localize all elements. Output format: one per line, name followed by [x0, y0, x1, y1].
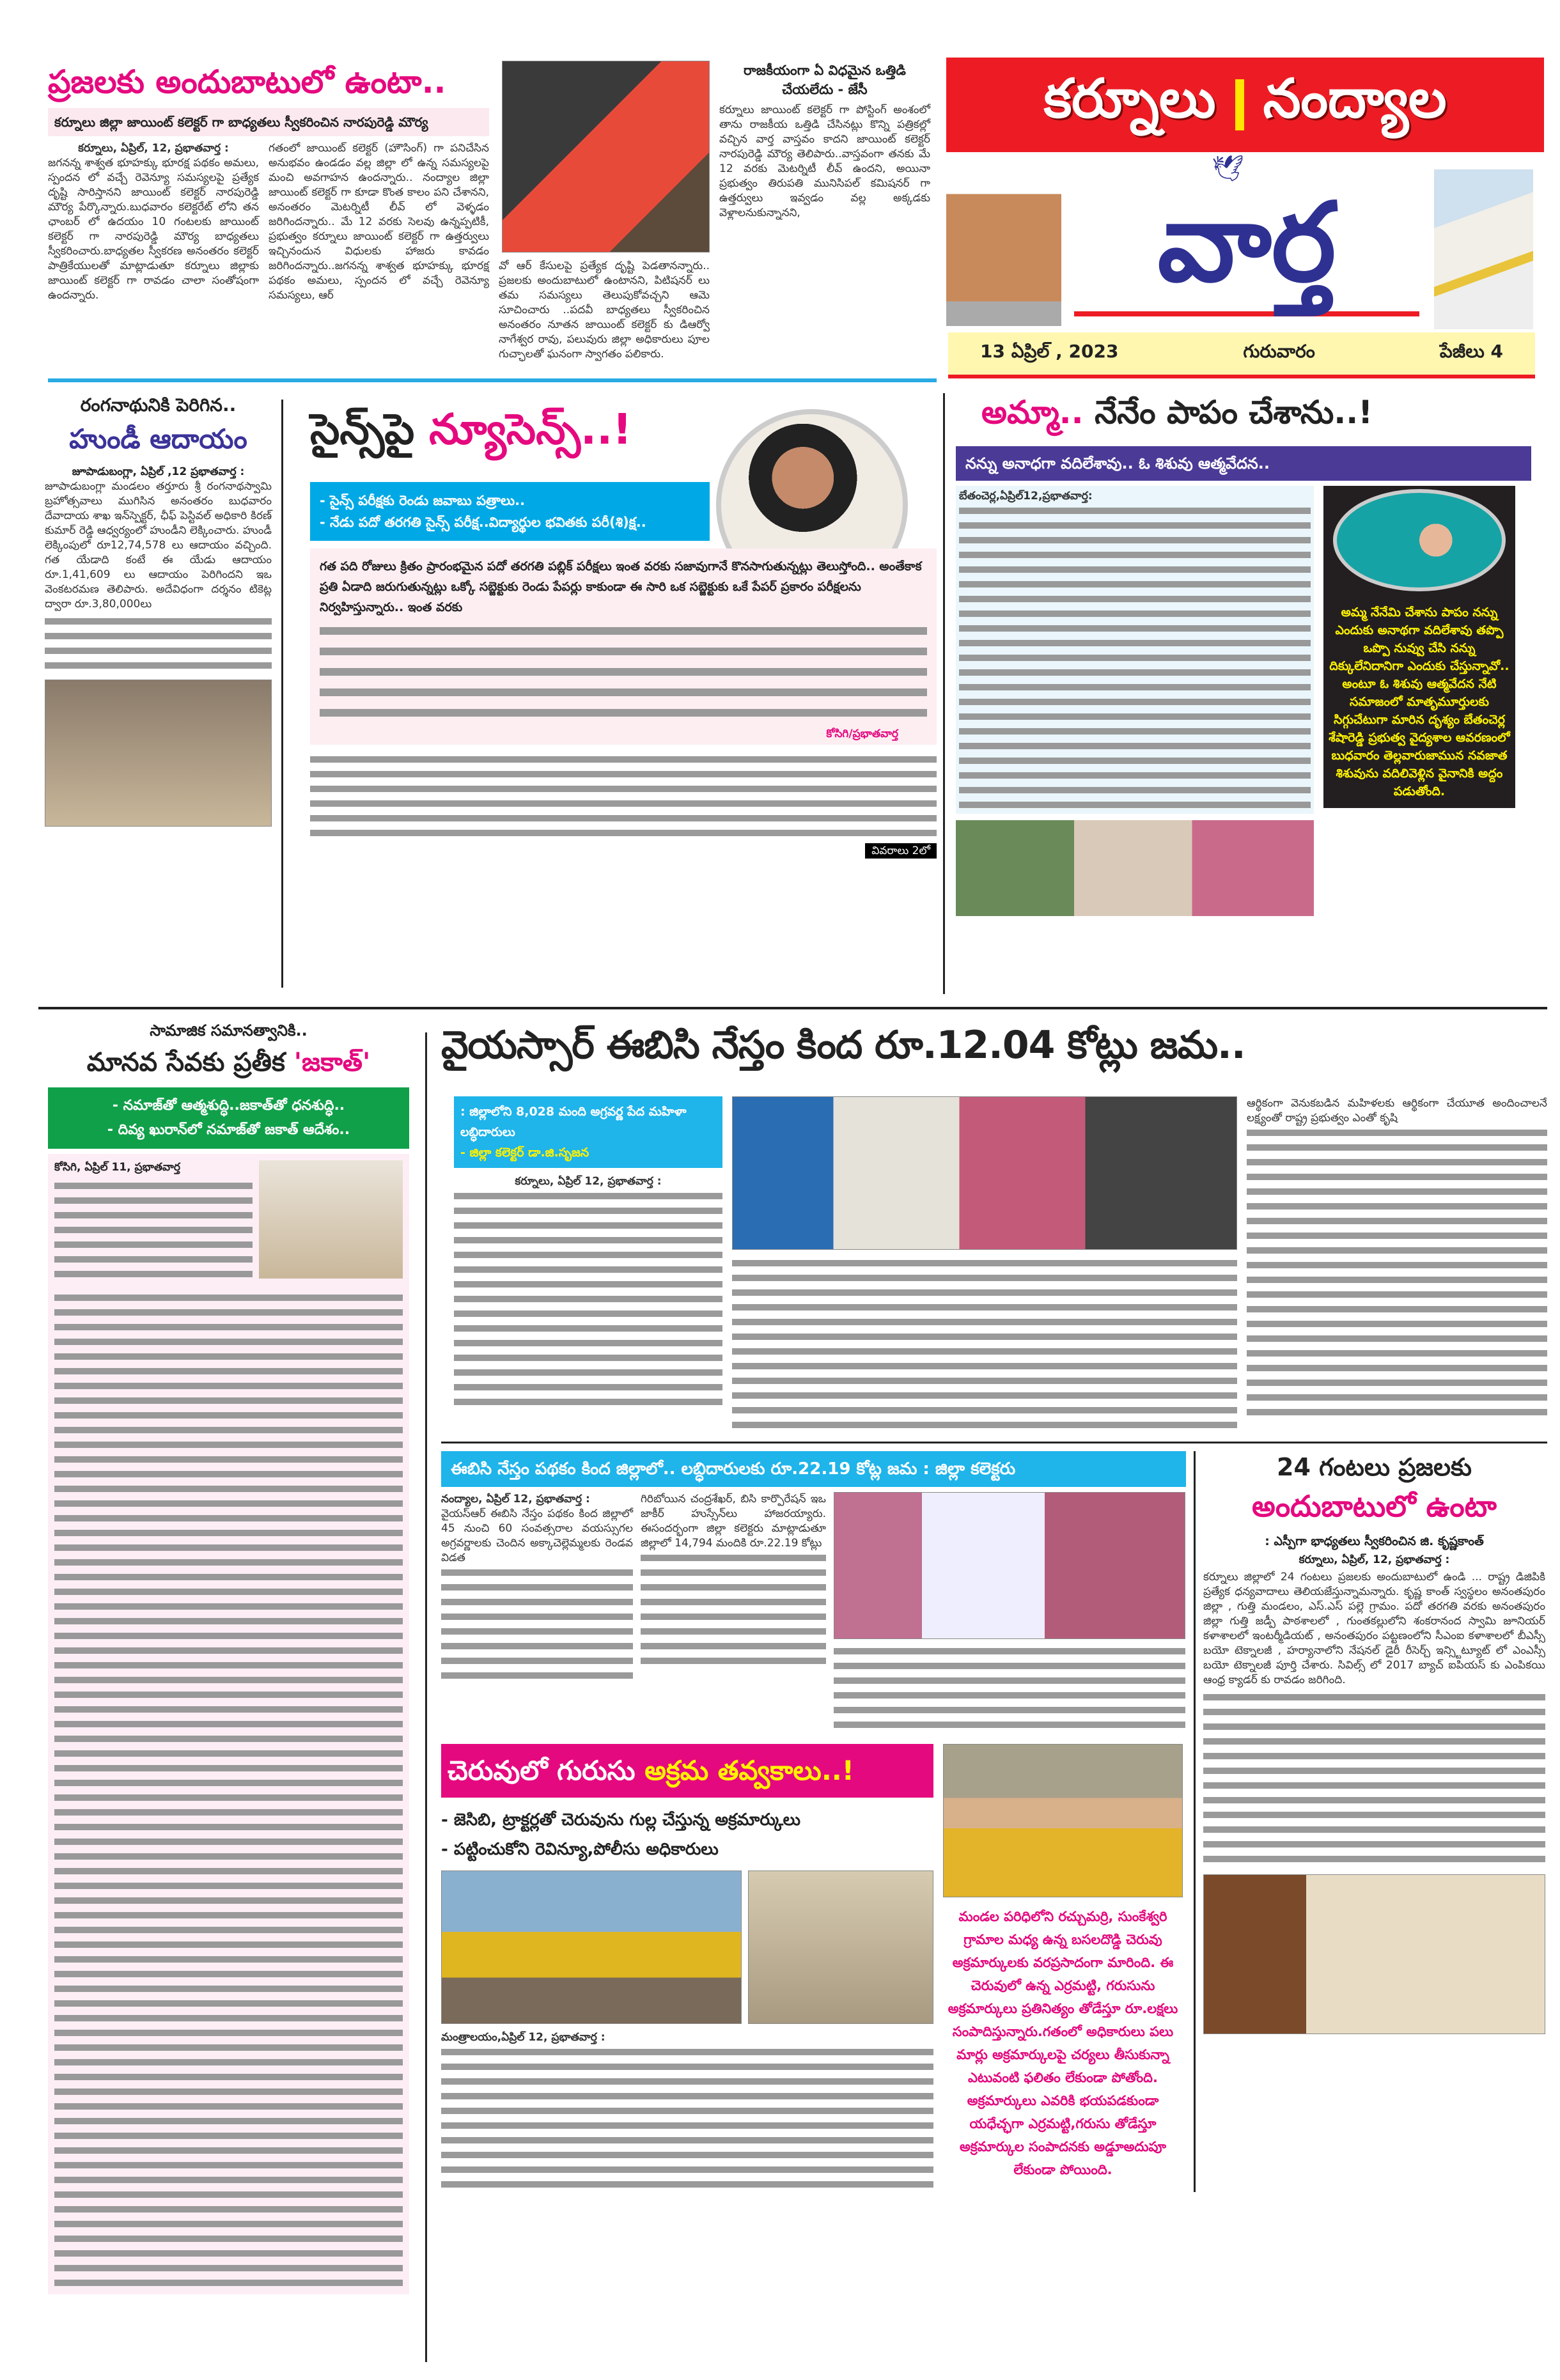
science-body-box: [310, 548, 937, 745]
sp-story: [1203, 1451, 1545, 2034]
logo-vaartha: వార్త: [1074, 169, 1419, 316]
science-story: [310, 403, 937, 859]
cheruvu-story: [441, 1744, 1186, 2192]
story-jc-side-body: కర్నూలు జాయింట్ కలెక్టర్ గా పోస్టింగ్ అంశంలో తాను రాజకీయ ఒత్తిడి చేసినట్లు కొన్ని పత్రికల్లో వచ్చిన వార్త వాస్తవం కాదని జాయింట్ కలెక్టర్ నారపురెడ్డి మౌర్య తెలిపారు..వాస్తవంగా తనకు మే 12 వరకు మెటర్నిటీ లీవ్ ఉందని, అయినా ప్రభుత్వం తిరుపతి మునిసిపల్ కమిషనర్ గా ఉత్తర్వులు ఇవ్వడం వల్ల అక్కడకు వెళ్లాలనుకున్నానని,: [719, 104, 930, 219]
jc-photo: [502, 61, 710, 253]
ebc-sub-box: [454, 1096, 722, 1168]
date-band: [948, 332, 1535, 378]
ebc-body-lower: [732, 1256, 1237, 1433]
story-jc-col2: గతంలో జాయింట్ కలెక్టర్ (హౌసింగ్) గా పనిచేసిన అనుభవం ఉండడం వల్ల జిల్లా లో ఉన్న సమస్యలపై మంచి అవగాహన ఉందన్నారు.. నంద్యాల జిల్లా జాయింట్ కలెక్టర్ గా కూడా కొంత కాలం పని చేశానని, అనంతరం మెటర్నిటీ లీవ్ లో వెళ్ళడం జరిగిందన్నారు.. మే 12 వరకు సెలవు ఉన్నప్పటికీ, ప్రభుత్వం కర్నూలు జాయింట్ కలెక్టర్ గా ఉత్తర్వులు ఇచ్చినందున విధులకు హాజరు కావడం జరిగిందన్నారు..జగనన్న శాశ్వత భూహక్కు భూరక్ష పథకం అమలు, స్పందన లో వచ్చే రెవెన్యూ సమస్యలు, ఆర్: [269, 142, 489, 302]
ebc-photo: [732, 1096, 1237, 1250]
body-text-continued: [441, 1566, 633, 1683]
dateline: కర్నూలు, ఏప్రిల్, 12, ప్రభాతవార్త :: [78, 142, 229, 155]
nandyal-ebc-headline: ఈబిసి నేస్తం పథకం కింద జిల్లాలో.. లబ్ధిదారులకు రూ.22.19 కోట్ల జమ : జిల్లా కలెక్టరు: [441, 1451, 1186, 1487]
nandyal-ebc-col2: [641, 1492, 826, 1668]
row-divider: [38, 1007, 1547, 1009]
body-text: [454, 1189, 722, 1410]
story-jc-side: [719, 61, 930, 221]
story-jc-headline: ప్రజలకు అందుబాటులో ఉంటా..: [48, 63, 446, 100]
bullet: - సైన్స్ పరీక్షకు రెండు జవాబు పత్రాలు..: [320, 493, 526, 508]
ebc-body: [454, 1174, 722, 1410]
science-bullets: [310, 482, 710, 541]
science-headline-black: సైన్స్‌పై: [310, 405, 415, 454]
zakat-headline-pink: 'జకాత్': [293, 1048, 371, 1077]
cheruvu-headline: [441, 1744, 933, 1798]
hundi-photo: [45, 680, 272, 827]
body-text: ఆర్థికంగా వెనుకబడిన మహిళలకు ఆర్థికంగా చేయూత అందించాలనే లక్ష్యంతో రాష్ట్ర ప్రభుత్వం ఎంతో కృషి: [1247, 1097, 1547, 1124]
baby-subhead: నన్ను అనాధగా వదిలేశావు.. ఓ శిశువు ఆత్మవేదన..: [956, 446, 1531, 481]
hundi-headline: హుండీ ఆదాయం: [69, 423, 247, 455]
hundi-body-continued: [45, 614, 272, 673]
column-divider: [943, 393, 945, 994]
nandi-image: [1434, 169, 1533, 329]
zakat-story: [48, 1020, 409, 2294]
divider-bar: [1235, 79, 1244, 130]
baby-photo: [1333, 489, 1506, 591]
nandyal-ebc-col1: [441, 1492, 633, 1683]
body-text: [959, 504, 1311, 811]
nandyal-ebc-photo: [834, 1492, 1185, 1639]
masthead-banner: [946, 58, 1544, 152]
more-link[interactable]: వివరాలు 2లో: [865, 843, 937, 859]
hundi-body: జూపాడుబంగ్లా మండలం తర్తూరు శ్రీ రంగనాథస్వామి బ్రహోత్సవాలు ముగిసిన అనంతరం బుధవారం దేవాదాయ శాఖ ఇన్‌స్పెక్టర్, ఛీఫ్ పెస్టివల్ అధికారి కిరణ్ కుమార్ రెడ్డి ఆధ్వర్యంలో హుండీని లెక్కించారు. హుండీ లెక్కింపులో రూ12,74,578 లు ఆదాయం వచ్చింది. గత యేడాది కంటే ఈ యేడు ఆదాయం రూ.1,41,609 లు ఆదాయం పెరిగిందని ఇఒ వెంకటరమణ తెలిపారు. అదేవిధంగా దర్శనం టికెట్ల ద్వారా రూ.3,80,000లు: [45, 480, 272, 611]
body-text: జగనన్న శాశ్వత భూహక్కు భూరక్ష పథకం అమలు, స్పందన లో వచ్చే రెవెన్యూ సమస్యలపై ప్రత్యేక దృష్టి సారిస్తానని జాయింట్ కలెక్టర్ నారపురెడ్డి మౌర్య పేర్కొన్నారు.బుధవారం కలెక్టరేట్ లోని తన ఛాంబర్ లో ఉదయం 10 గంటలకు జాయింట్ కలెక్టర్ గా నారపురెడ్డి మౌర్య బాధ్యతలు స్వీకరించారు.బాధ్యతల స్వీకరణ అనంతరం కలెక్టర్ పాత్రికేయులతో మాట్లాడుతూ కర్నూలు జిల్లాకు జాయింట్ కలెక్టర్ గా రావడం చాలా సంతోషంగా ఉందన్నారు.: [48, 157, 259, 302]
bullet: - పట్టించుకోని రెవిన్యూ,పోలీసు అధికారులు: [441, 1840, 719, 1859]
row-divider: [48, 378, 937, 382]
bullet: - జెసిబి, ట్రాక్టర్లతో చెరువును గుల్ల చేస్తున్న అక్రమార్కులు: [441, 1810, 801, 1830]
sp-headline-pink: అందుబాటులో ఉంటా: [1252, 1489, 1497, 1523]
body-text-continued: [54, 1291, 403, 2288]
column-divider: [281, 400, 283, 988]
row-divider: [441, 1442, 1547, 1443]
baby-story: [956, 391, 1531, 916]
baby-body: [956, 486, 1314, 814]
sp-body: కర్నూలు జిల్లాలో 24 గంటలు ప్రజలకు అందుబాటులో ఉండి ... రాష్ట్ర డిజిపికి ప్రత్యేక ధన్యవాదాలు తెలియజేస్తున్నామన్నారు. కృష్ణ కాంత్ స్వస్థలం అనంతపురం జిల్లా , గుత్తి మండలం, ఎస్.ఎస్ పల్లె గ్రామం. పదో తరగతి వరకు అనంతపురం జిల్లా గుత్తి జడ్పీ పాఠశాలలో , గుంతకల్లులోని శంకరానంద స్వామి జూనియర్ కళాశాలలో ఇంటర్మీడియట్ , అనంతపురం పట్టణంలోని సీఎంఐ కళాశాలలో బీఎస్సీ బయో టెక్నాలజీ , హర్యానాలోని నేషనల్ డైరీ రీసెర్చ్ ఇన్స్టిట్యూట్ లో ఎంఎస్సీ బయో టెక్నాలజీ పూర్తి చేశారు. సివిల్స్ లో 2017 బ్యాచ్ ఐపియస్ కు ఎంపికయి ఆంధ్ర క్యాడర్ కు రావడం జరిగింది.: [1203, 1571, 1545, 1686]
district-kurnool: కర్నూలు: [1043, 66, 1216, 130]
dateline: కర్నూలు, ఏప్రిల్, 12, ప్రభాతవార్త :: [1299, 1553, 1450, 1566]
baby-caption: అమ్మ నేనేమి చేశాను పాపం నన్ను ఎందుకు అనాథగా వదిలేశావు తప్పొ ఒప్పొ నువ్వు చేసి నన్ను దిక్కులేనిదానిగా ఎందుకు చేస్తున్నావో.. అంటూ ఓ శిశువు ఆత్మవేదన నేటి సమాజంలో మాతృమూర్తులకు సిగ్గుచేటుగా మారిన దృశ్యం బేతంచెర్ల శేషారెడ్డి ప్రభుత్వ వైద్యశాల ఆవరణంలో బుధవారం తెల్లవారుజామున నవజాత శిశువును వదిలివెళ్లిన వైనానికి అద్దం పడుతోంది.: [1329, 605, 1510, 798]
body-text: [441, 2045, 933, 2192]
cheruvu-pink-box: మండల పరిధిలోని రచ్చుమర్రి, సుంకేశ్వరి గ్రామాల మధ్య ఉన్న బసలదొడ్డి చెరువు అక్రమార్కులకు వరప్రసాదంగా మారింది. ఈ చెరువులో ఉన్న ఎర్రమట్టి, గరుసును అక్రమార్కులు ప్రతినిత్యం తోడేస్తూ రూ.లక్షలు సంపాదిస్తున్నారు.గతంలో అధికారులు పలు మార్లు అక్రమార్కులపై చర్యలు తీసుకున్నా ఎటువంటి ఫలితం లేకుండా పోతోంది. అక్రమార్కులు ఎవరికి భయపడకుండా యధేచ్ఛగా ఎర్రమట్టి,గరుసు తోడేస్తూ అక్రమార్కుల సంపాదనకు అడ్డూఅదుపూ లేకుండా పోయింది.: [948, 1909, 1178, 2177]
masthead: [946, 58, 1544, 332]
issue-date: 13 ఏప్రిల్ , 2023: [980, 341, 1119, 362]
page-count: పేజీలు 4: [1439, 341, 1503, 362]
dateline: మంత్రాలయం,ఏప్రిల్ 12, ప్రభాతవార్త :: [441, 2031, 605, 2044]
issue-day: గురువారం: [1243, 341, 1315, 362]
dateline: కోసిగి, ఏప్రిల్ 11, ప్రభాతవార్త: [54, 1161, 180, 1174]
baby-caption-box: [1323, 486, 1515, 808]
nandyal-ebc-columns: [441, 1492, 1186, 1732]
sp-body-continued: [1203, 1690, 1545, 1867]
fort-image: [946, 161, 1061, 326]
jcb-photo: [441, 1871, 742, 2024]
zakat-headline: [48, 1045, 409, 1080]
truck-photo: [943, 1744, 1183, 1897]
cheruvu-headline-yellow: అక్రమ తవ్వకాలు..!: [644, 1755, 854, 1786]
main-area: [441, 1020, 1547, 2192]
story-jc-side-headline: రాజకీయంగా ఏ విధమైన ఒత్తిడి చేయలేదు - జేసీ: [744, 63, 906, 97]
dateline: నంద్యాల, ఏప్రిల్ 12, ప్రభాతవార్త :: [441, 1493, 590, 1505]
body-text: గత పది రోజులు క్రితం ప్రారంభమైన పదో తరగతి పబ్లిక్ పరీక్షలు ఇంత వరకు సజావుగానే కొనసాగుతున్నట్లు తెలుస్తోంది.. అంతేకాక ప్రతి ఏడాది జరుగుతున్నట్లు ఒక్కో సబ్జెక్టుకు రెండు పేపర్లు కాకుండా ఈ సారి ఒక సబ్జెక్టుకు ఒకే పేపర్ ప్రకారం పరీక్షలను నిర్వహిస్తున్నారు.. ఇంత వరకు: [320, 559, 922, 614]
hundi-story: [45, 393, 272, 827]
dateline: బేతంచెర్ల,ఏప్రిల్12,ప్రభాతవార్త:: [959, 490, 1093, 502]
bullet: - దివ్య ఖురాన్‌లో నమాజ్‌తో జకాత్ ఆదేశం..: [107, 1122, 350, 1138]
dove-icon: 🕊: [1212, 154, 1244, 183]
zakat-body-box: [48, 1154, 409, 2294]
lower-area: [441, 1451, 1547, 2192]
district-nandyal: నంద్యాల: [1263, 66, 1447, 130]
ebc-right-col: [1247, 1096, 1547, 1420]
bullet: - నమాజ్‌తో ఆత్మశుద్ధి..జకాత్‌తో ధనశుద్ధి..: [112, 1098, 345, 1114]
sp-headline-black: 24 గంటలు ప్రజలకు: [1277, 1453, 1472, 1481]
byline: కోసిగి/ప్రభాతవార్త: [826, 727, 898, 740]
zakat-kicker: సామాజిక సమానత్వానికి..: [150, 1022, 308, 1039]
story-jc-subhead: కర్నూలు జిల్లా జాయింట్ కలెక్టర్ గా బాధ్యతలు స్వీకరించిన నారపురెడ్డి మౌర్య: [48, 108, 489, 136]
story-jc-col1: [48, 141, 259, 303]
baby-headline-pink: అమ్మా..: [981, 394, 1084, 431]
sp-subhead: : ఎస్పీగా భాధ్యతలు స్వీకరించిన జి. కృష్ణకాంత్: [1265, 1534, 1484, 1548]
zakat-headline-black: మానవ సేవకు ప్రతీక: [86, 1048, 285, 1077]
science-headline: [310, 403, 713, 456]
ebc-columns: [441, 1096, 1547, 1433]
prayer-photo: [259, 1160, 403, 1279]
body-text-continued: [320, 621, 927, 723]
ebc-headline: వైయస్సార్ ఈబిసి నేస్తం కింద రూ.12.04 కోట్లు జమ..: [441, 1023, 1245, 1068]
ebc-sub: : జిల్లాలోని 8,028 మంది అగ్రవర్ణ పేద మహిళా లబ్ధిదారులు: [460, 1105, 687, 1139]
sp-photo: [1203, 1874, 1545, 2034]
body-text: [54, 1179, 253, 1282]
baby-columns: [956, 486, 1531, 916]
dug-lake-photo: [748, 1871, 933, 2024]
nandyal-ebc-lower: [834, 1644, 1185, 1732]
dateline: కర్నూలు, ఏప్రిల్ 12, ప్రభాతవార్త :: [515, 1175, 662, 1188]
story-jc-col3: వో ఆర్ కేసులపై ప్రత్యేక దృష్టి పెడతానన్నారు.. ప్రజలకు అందుబాటులో ఉంటానని, పిటిషనర్ లు తమ సమస్యలు తెలుపుకోవచ్చని ఆమె సూచించారు ..పదవీ బాధ్యతలు స్వీకరించిన అనంతరం నూతన జాయింట్ కలెక్టర్ కు డిఆర్వో నాగేశ్వర రావు, పలువురు జిల్లా అధికారులు పూల గుచ్ఛాలతో ఘనంగా స్వాగతం పలికారు.: [499, 260, 710, 361]
story-jc-columns: [48, 141, 489, 303]
story-jc: [48, 61, 489, 303]
science-columns: [310, 752, 937, 841]
ebc-collector: - జిల్లా కలెక్టర్ డా.జి.సృజన: [460, 1146, 589, 1160]
dateline: జూపాడుబంగ్లా, ఏప్రిల్ ,12 ప్రభాతవార్త :: [72, 465, 245, 478]
baby-photos-row: [956, 820, 1314, 916]
body-text-continued: [1247, 1126, 1547, 1420]
body-text-continued: [641, 1551, 826, 1668]
cheruvu-body: [441, 2030, 933, 2192]
body-text: గిరిబోయిన చంద్రశేఖర్, బిసి కార్పొరేషన్ ఇఒ జాకీర్ హుస్సేన్‌లు హాజరయ్యారు. ఈసందర్భంగా జిల్లా కలెక్టరు మాట్లాడుతూ జిల్లాలో 14,794 మందికి రూ.22.19 కోట్లు: [641, 1493, 826, 1550]
bullet: - నేడు పదో తరగతి సైన్స్ పరీక్ష..విద్యార్థుల భవితకు పరీ(శి)క్ష..: [320, 515, 646, 530]
column-divider: [425, 1032, 427, 2362]
baby-headline: [956, 391, 1531, 433]
baby-headline-black: నేనేం పాపం చేశాను..!: [1095, 394, 1373, 431]
cheruvu-bullets: [441, 1805, 933, 1864]
zakat-bullets: [48, 1087, 409, 1149]
body-text: వైయస్ఆర్ ఈబిసి నేస్తం పథకం కింద జిల్లాలో 45 నుంచి 60 సంవత్సరాల వయస్సుగల అగ్రవర్ణాలకు చెందిన అక్కాచెల్లెమ్మలకు రెండవ విడత: [441, 1507, 633, 1564]
hundi-kicker: రంగనాథునికి పెరిగిన..: [80, 394, 237, 416]
cheruvu-headline-white: చెరువులో గురుసు: [448, 1755, 636, 1786]
science-headline-pink: న్యూసెన్స్..!: [429, 405, 632, 454]
